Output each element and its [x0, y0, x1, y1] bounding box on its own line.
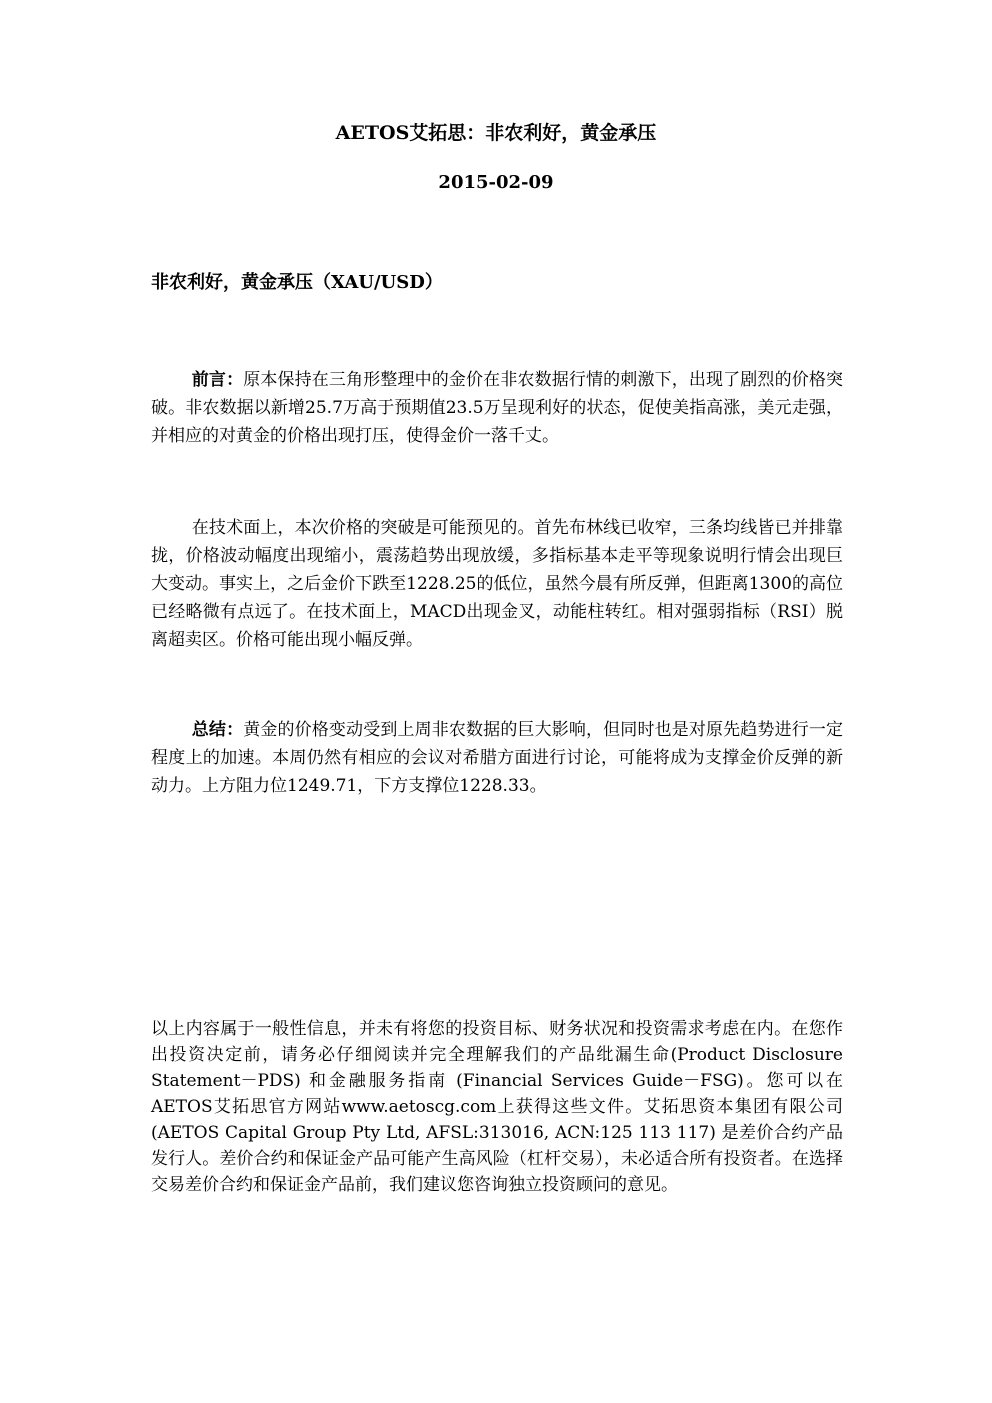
paragraph-summary-lead: 总结： [191, 720, 244, 740]
paragraph-preface-lead: 前言： [191, 370, 244, 390]
document-subtitle: 非农利好，黄金承压（XAU/USD） [151, 272, 443, 293]
paragraph-summary-text: 黄金的价格变动受到上周非农数据的巨大影响，但同时也是对原先趋势进行一定程度上的加速。本周仍然有相应的会议对希腊方面进行讨论，可能将成为支撑金价反弹的新动力。上方阻力位1249.71，下方支撑位1228.33。 [151, 720, 843, 796]
document-date: 2015-02-09 [438, 172, 554, 193]
disclaimer-text: 以上内容属于一般性信息，并未有将您的投资目标、财务状况和投资需求考虑在内。在您作出投资决定前，请务必仔细阅读并完全理解我们的产品纰漏生命(Product Disclosure Statement－PDS) 和金融服务指南 (Financial Services Guide－FSG)。您可以在AETOS艾拓思官方网站www.aetoscg.com上获得这些文件。艾拓思资本集团有限公司(AETOS Capital Group Pty Ltd, AFSL:313016, ACN:125 113 117) 是差价合约产品发行人。差价合约和保证金产品可能产生高风险（杠杆交易），未必适合所有投资者。在选择交易差价合约和保证金产品前，我们建议您咨询独立投资顾问的意见。 [151, 1019, 843, 1195]
paragraph-preface [151, 366, 843, 450]
document-title: AETOS艾拓思：非农利好，黄金承压 [335, 122, 657, 144]
paragraph-summary [151, 716, 843, 800]
paragraph-technical-text: 在技术面上，本次价格的突破是可能预见的。首先布林线已收窄，三条均线皆已并排靠拢，价格波动幅度出现缩小，震荡趋势出现放缓，多指标基本走平等现象说明行情会出现巨大变动。事实上，之后金价下跌至1228.25的低位，虽然今晨有所反弹，但距离1300的高位已经略微有点远了。在技术面上，MACD出现金叉，动能柱转红。相对强弱指标（RSI）脱离超卖区。价格可能出现小幅反弹。 [151, 518, 843, 650]
paragraph-technical [151, 514, 843, 654]
paragraph-preface-text: 原本保持在三角形整理中的金价在非农数据行情的刺激下，出现了剧烈的价格突破。非农数据以新增25.7万高于预期值23.5万呈现利好的状态，促使美指高涨，美元走强，并相应的对黄金的价格出现打压，使得金价一落千丈。 [151, 370, 843, 446]
